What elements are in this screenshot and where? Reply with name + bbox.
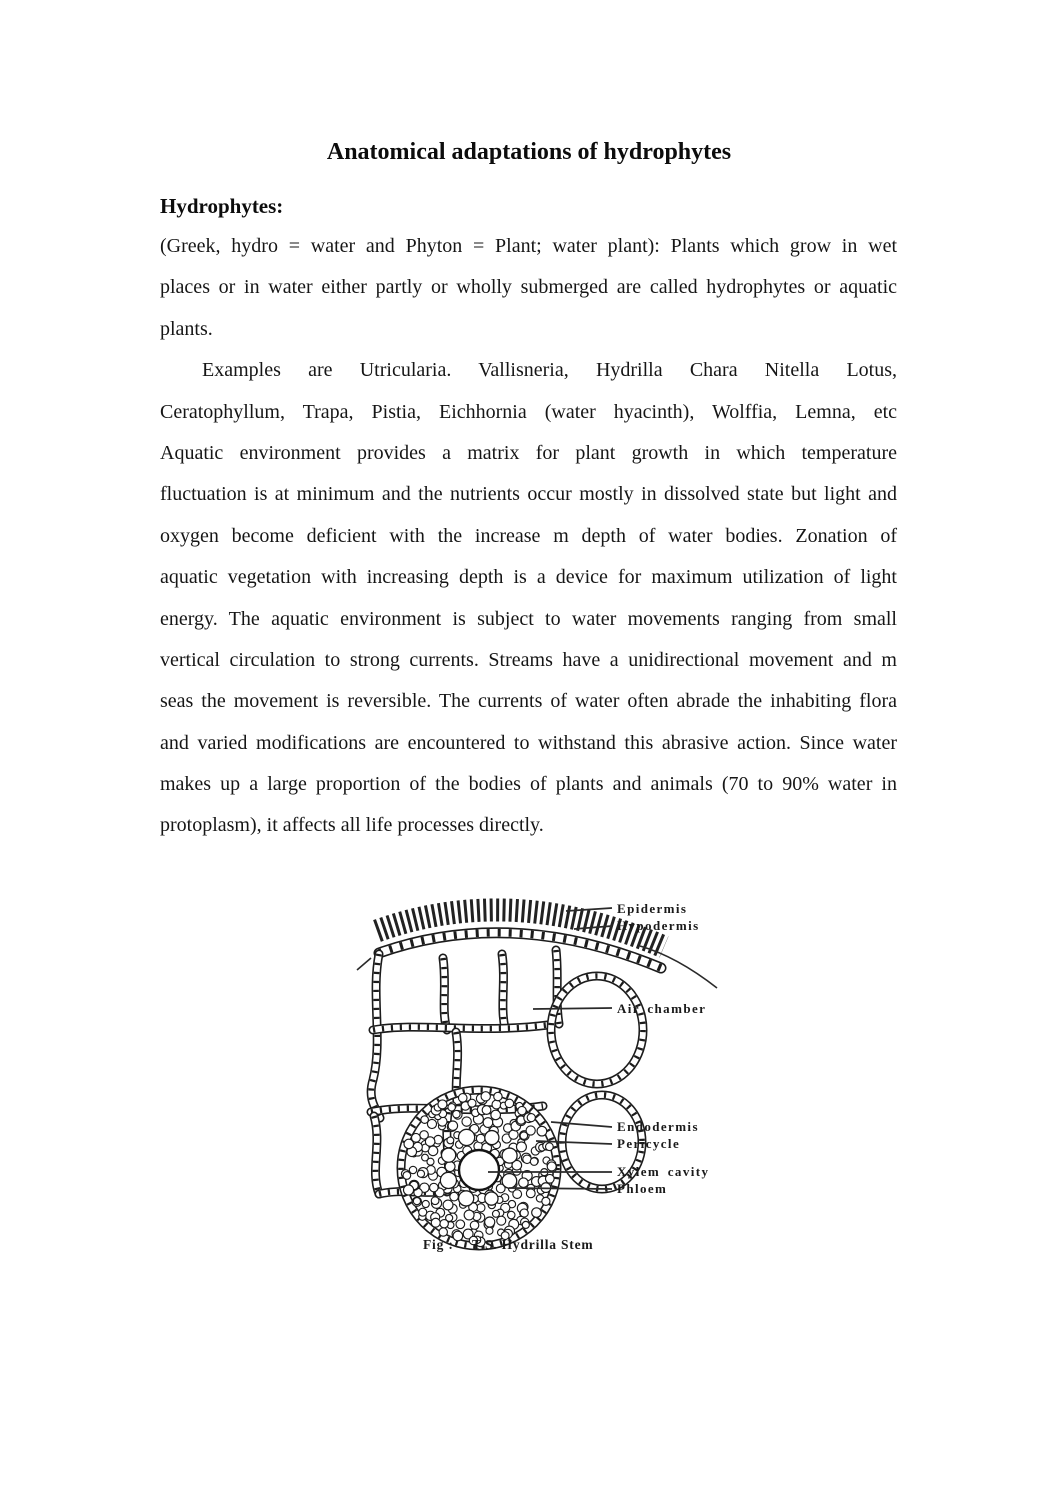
text-line: protoplasm), it affects all life processes directly.: [160, 814, 544, 837]
text-line: oxygen become deficient with the increase m depth of water bodies. Zonation of: [160, 524, 897, 547]
text-line: Examples are Utricularia. Vallisneria, Hydrilla Chara Nitella Lotus,: [202, 359, 897, 382]
text-line: Aquatic environment provides a matrix for plant growth in which temperature: [160, 441, 897, 464]
text-line: makes up a large proportion of the bodies of plants and animals (70 to 90% water in: [160, 773, 897, 796]
figure-label-hypodermis: Hypodermis: [617, 918, 700, 933]
text-line: places or in water either partly or wholly submerged are called hydrophytes or aquatic: [160, 276, 897, 299]
figure-caption-label: Fig :: [423, 1237, 454, 1252]
text-line: Ceratophyllum, Trapa, Pistia, Eichhornia (water hyacinth), Wolffia, Lemna, etc: [160, 400, 897, 423]
figure-label-endodermis: Endodermis: [617, 1119, 699, 1134]
text-line: (Greek, hydro = water and Phyton = Plant; water plant): Plants which grow in wet: [160, 235, 897, 257]
figure-label-epidermis: Epidermis: [617, 901, 688, 916]
text-line: vertical circulation to strong currents. Streams have a unidirectional movement and m: [160, 648, 897, 671]
figure-label-air-chamber: Air chamber: [617, 1001, 707, 1016]
leader-line-air-chamber: [533, 1008, 612, 1009]
figure-label-pericycle: Pericycle: [617, 1136, 681, 1151]
text-line: plants.: [160, 317, 213, 340]
text-line: and varied modifications are encountered to withstand this abrasive action. Since water: [160, 731, 897, 754]
figure-caption-title: T.S. Hydrilla Stem: [472, 1237, 594, 1252]
text-line: energy. The aquatic environment is subject to water movements ranging from small: [160, 607, 897, 630]
hydrilla-stem-figure: [350, 878, 750, 1260]
figure-label-xylem-cavity: Xylem cavity: [617, 1164, 710, 1179]
text-line: aquatic vegetation with increasing depth is a device for maximum utilization of light: [160, 566, 897, 589]
text-line: seas the movement is reversible. The currents of water often abrade the inhabiting flora: [160, 690, 897, 713]
text-line: fluctuation is at minimum and the nutrients occur mostly in dissolved state but light and: [160, 483, 897, 506]
leader-line-phloem: [509, 1188, 612, 1189]
hydrilla-stem-diagram: [350, 878, 750, 1260]
body-text: [160, 226, 897, 847]
page-title: Anatomical adaptations of hydrophytes: [326, 139, 732, 165]
figure-label-phloem: Phloem: [617, 1181, 668, 1196]
section-heading: Hydrophytes:: [160, 194, 284, 218]
stele: [401, 1090, 557, 1247]
